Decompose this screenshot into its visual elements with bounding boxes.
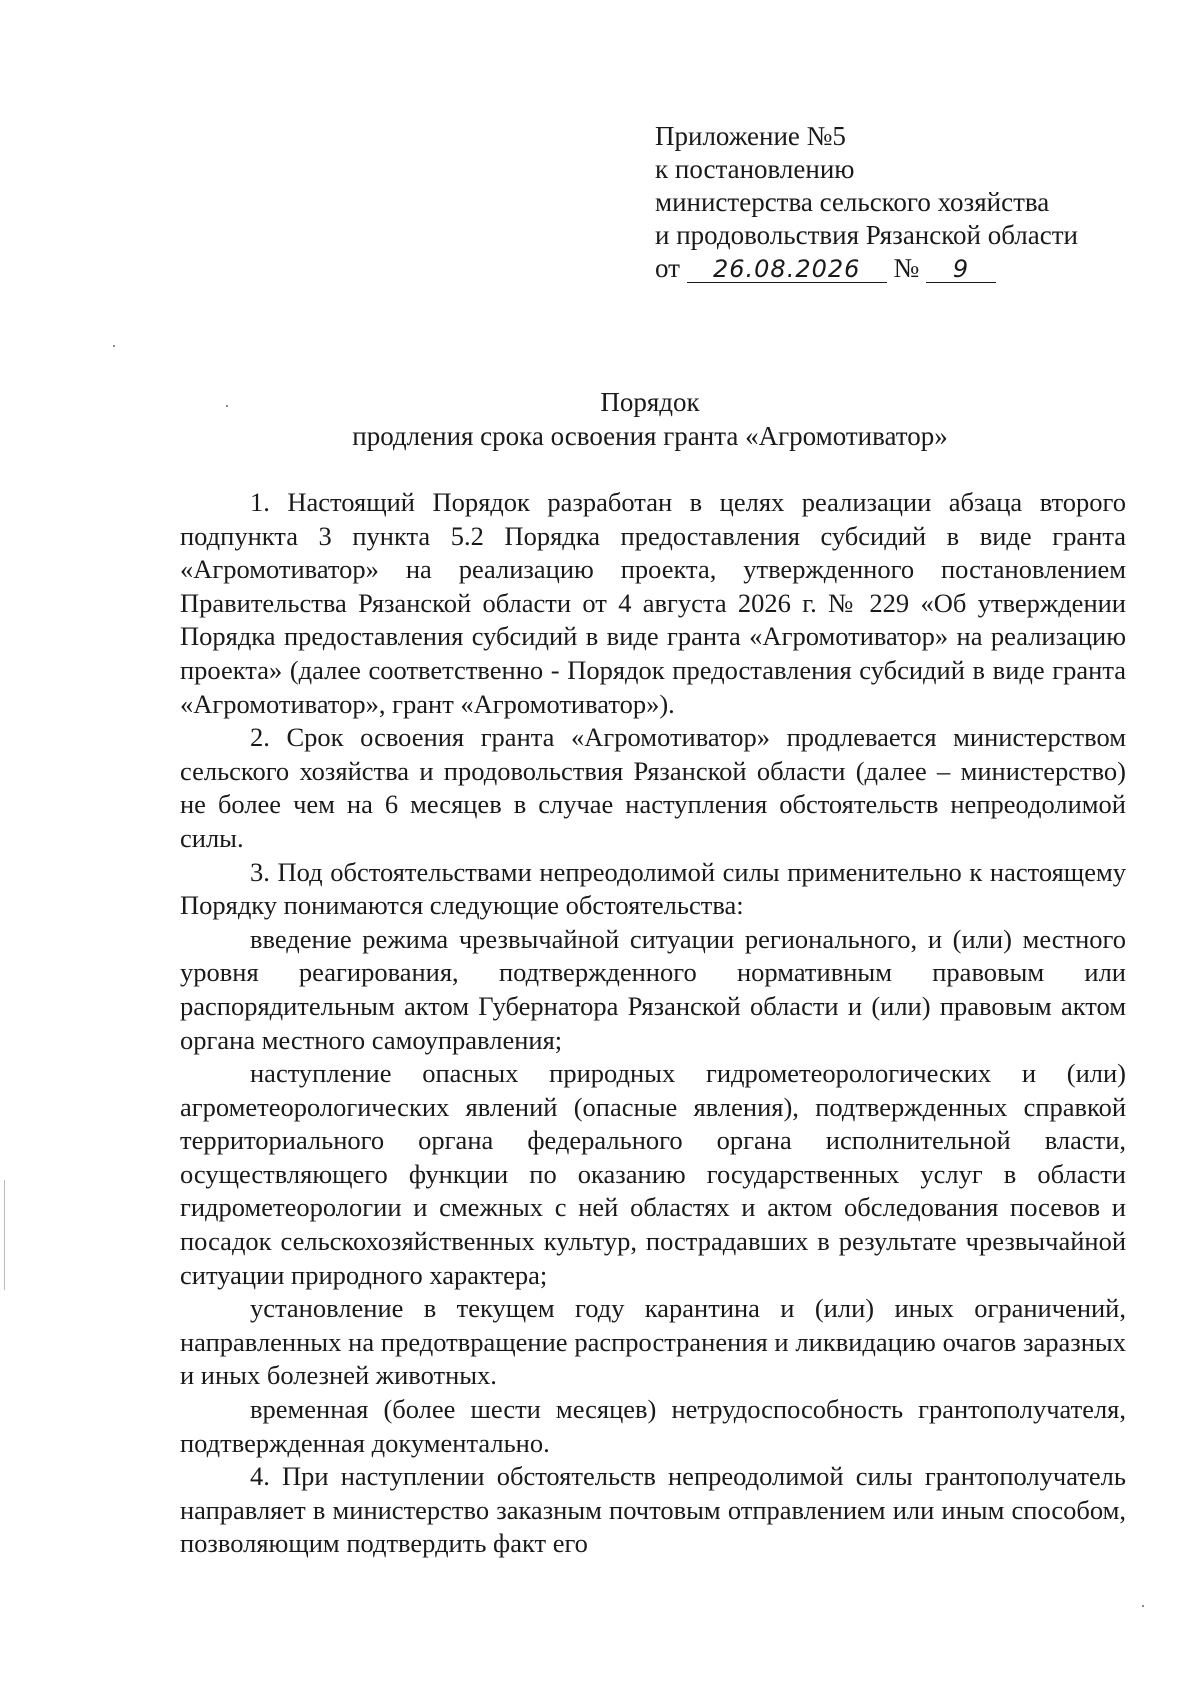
paragraph-4: 4. При наступлении обстоятельств непреодолимой силы грантополучатель направляет в министерство заказным почтовым отправлением или иным способом, позволяющим подтвердить факт его bbox=[180, 1461, 1126, 1559]
handwritten-number: 9 bbox=[926, 256, 996, 283]
handwritten-date: 26.08.2026 bbox=[687, 256, 887, 283]
scan-speck bbox=[1142, 1605, 1144, 1607]
paragraph-3-item-emergency: введение режима чрезвычайной ситуации регионального, и (или) местного уровня реагирования, подтвержденного нормативным правовым или распорядительным актом Губернатора Рязанской области и (или) правовым актом органа местного самоуправления; bbox=[180, 923, 1126, 1055]
appendix-number: Приложение №5 bbox=[655, 121, 846, 151]
date-prefix: от bbox=[655, 253, 680, 283]
paragraph-3-item-quarantine: установление в текущем году карантина и (или) иных ограничений, направленных на предотвращение распространения и ликвидацию очагов заразных и иных болезней животных. bbox=[180, 1293, 1126, 1391]
paragraph-1: 1. Настоящий Порядок разработан в целях реализации абзаца второго подпункта 3 пункта 5.2 Порядка предоставления субсидий в виде гранта «Агромотиватор» на реализацию проекта, утвержденного постановлением Правительства Рязанской области от 4 августа 2026 г. № 229 «Об утверждении Порядка предоставления субсидий в виде гранта «Агромотиватор» на реализацию проекта» (далее соответственно - Порядок предоставления субсидий в виде гранта «Агромотиватор», грант «Агромотиватор»). bbox=[180, 487, 1126, 719]
number-prefix: № bbox=[893, 253, 920, 283]
appendix-ministry-line2: и продовольствия Рязанской области bbox=[655, 220, 1078, 250]
document-title bbox=[180, 385, 1120, 453]
title-main: Порядок bbox=[600, 387, 700, 417]
appendix-date-line bbox=[655, 252, 1175, 285]
paragraph-2: 2. Срок освоения гранта «Агромотиватор» продлевается министерством сельского хозяйства и продовольствия Рязанской области (далее – министерство) не более чем на 6 месяцев в случае наступления обстоятельств непреодолимой силы. bbox=[180, 722, 1126, 853]
scan-speck bbox=[113, 345, 115, 347]
document-body bbox=[180, 486, 1126, 1561]
paragraph-3-item-weather: наступление опасных природных гидрометеорологических и (или) агрометеорологических явлений (опасные явления), подтвержденных справкой территориального органа федерального органа исполнительной власти, осуществляющего функции по оказанию государственных услуг в области гидрометеорологии и смежных с ней областях и актом обследования посевов и посадок сельскохозяйственных культур, пострадавших в результате чрезвычайной ситуации природного характера; bbox=[180, 1058, 1126, 1290]
title-subtitle: продления срока освоения гранта «Агромотиватор» bbox=[352, 421, 948, 451]
paragraph-3-item-disability: временная (более шести месяцев) нетрудоспособность грантополучателя, подтвержденная документально. bbox=[180, 1394, 1126, 1458]
scan-edge-mark bbox=[4, 1180, 5, 1290]
paragraph-3: 3. Под обстоятельствами непреодолимой силы применительно к настоящему Порядку понимаются следующие обстоятельства: bbox=[180, 856, 1126, 921]
appendix-ministry-line1: министерства сельского хозяйства bbox=[655, 187, 1050, 217]
appendix-resolution-ref: к постановлению bbox=[655, 154, 855, 184]
appendix-header bbox=[655, 120, 1175, 285]
